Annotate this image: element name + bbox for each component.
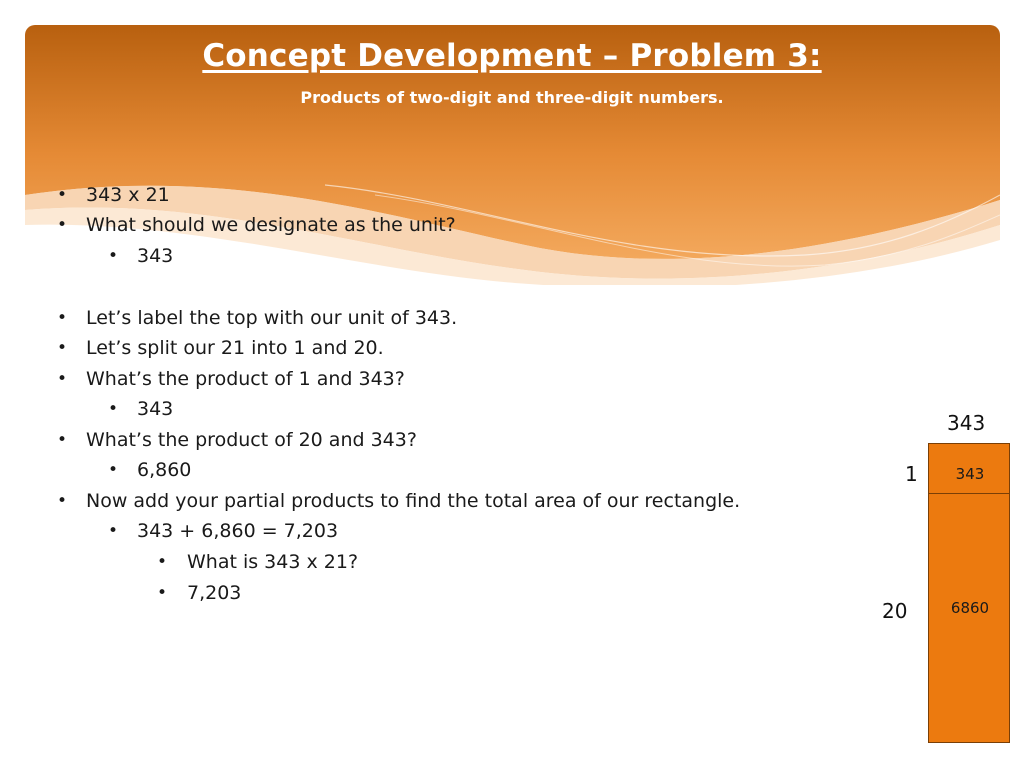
area-model-cell-1-product: 343 (955, 465, 985, 483)
area-model-cell-1 (928, 443, 1010, 495)
area-model-row-1-label: 1 (905, 462, 918, 486)
area-model-cell-2 (928, 493, 1010, 743)
slide-title: Concept Development – Problem 3: (202, 38, 822, 74)
area-model-top-label: 343 (947, 411, 986, 435)
area-model-row-2-label: 20 (882, 599, 908, 623)
area-model-cell-2-product: 6860 (950, 599, 990, 617)
slide-subtitle: Products of two-digit and three-digit numbers. (300, 88, 724, 107)
